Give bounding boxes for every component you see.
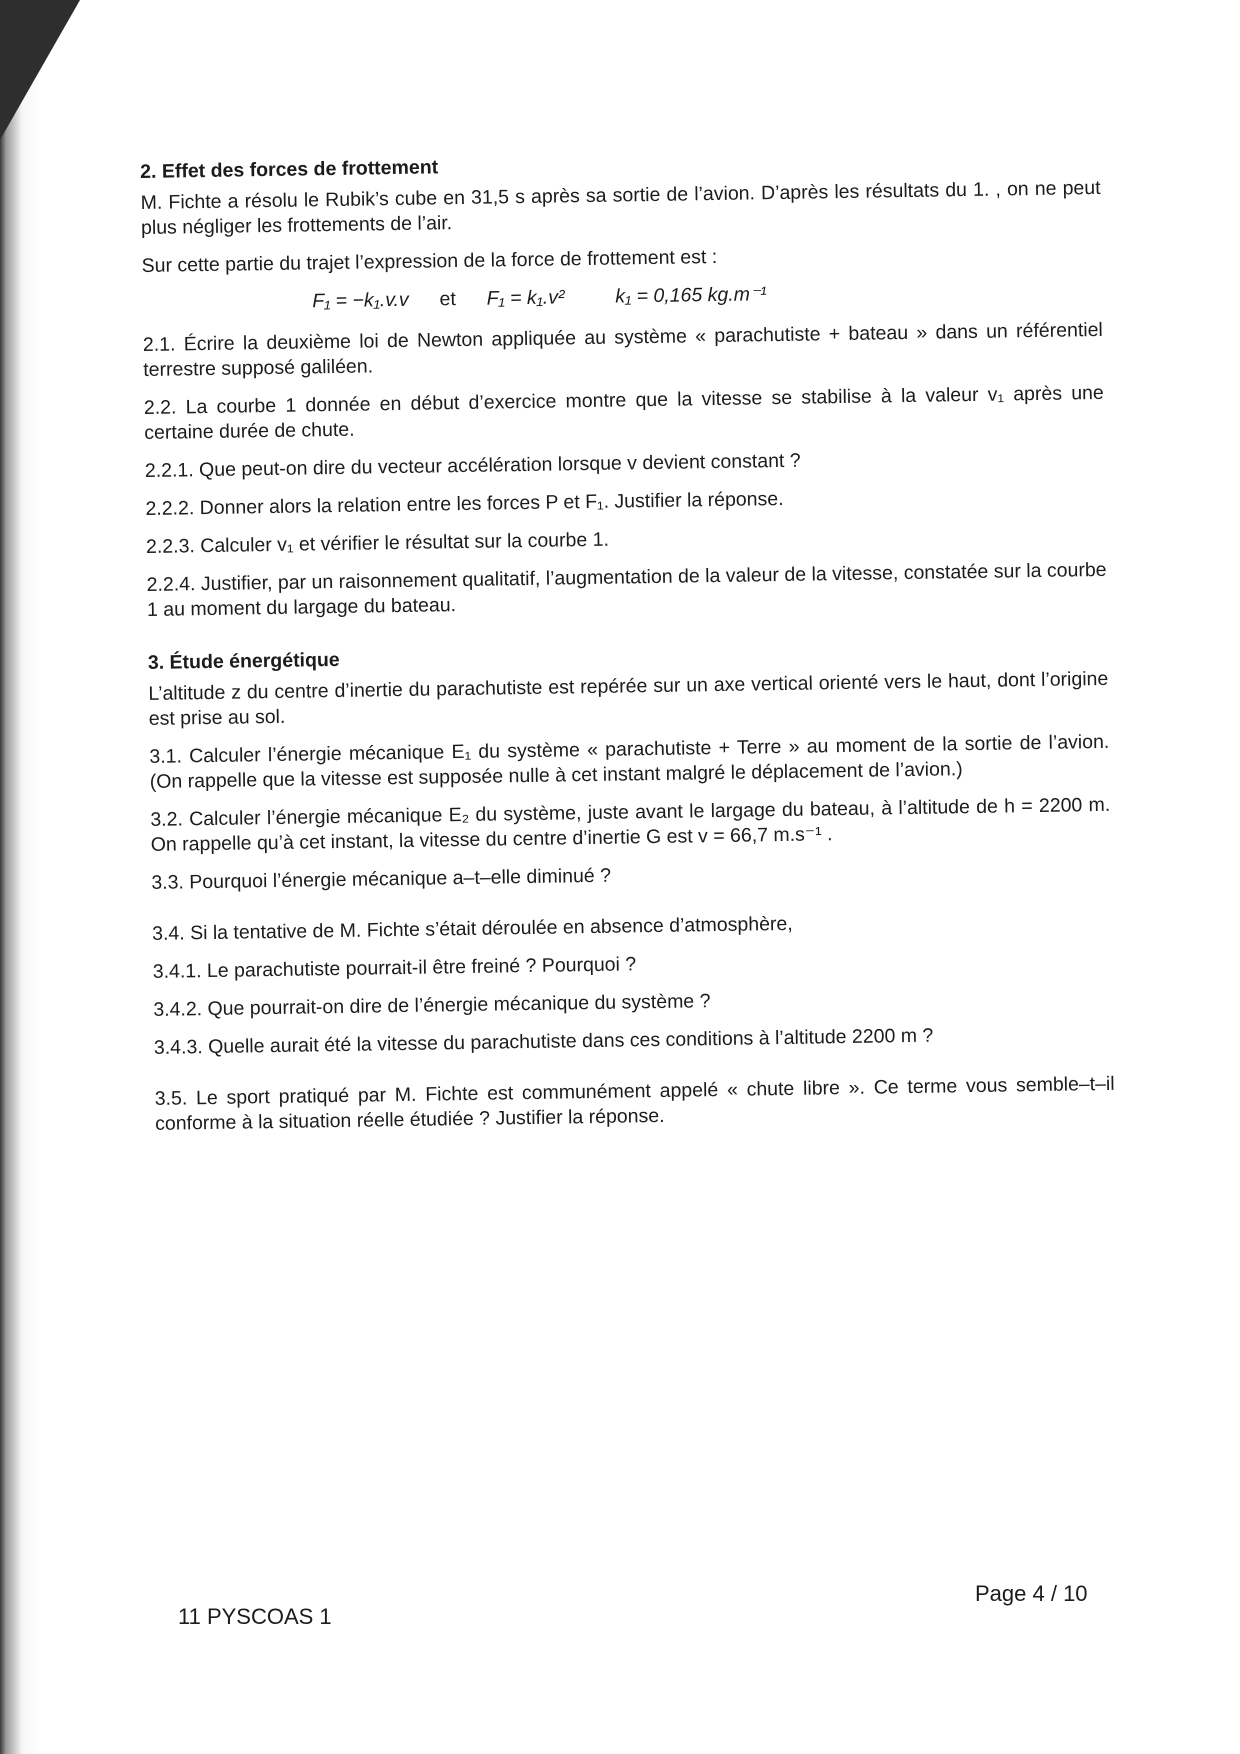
question-2-2-4: 2.2.4. Justifier, par un raisonnement qualitatif, l’augmentation de la valeur de la vitesse, constatée sur la courbe 1 au moment du largage du bateau. [146,558,1107,621]
question-3-5: 3.5. Le sport pratiqué par M. Fichte est communément appelé « chute libre ». Ce terme vous semble–t–il conforme à la situation réelle étudiée ? Justifier la réponse. [154,1072,1115,1135]
question-2-1: 2.1. Écrire la deuxième loi de Newton appliquée au système « parachutiste + bateau » dans un référentiel terrestre supposé galiléen. [142,318,1103,381]
folded-corner [0,0,80,140]
friction-equation [312,277,1102,314]
question-3-2: 3.2. Calculer l’énergie mécanique E₂ du système, juste avant le largage du bateau, à l’altitude de h = 2200 m. On rappelle qu’à cet instant, la vitesse du centre d’inertie G est v = 66,7 m.s⁻¹ . [150,793,1111,856]
question-3-4: 3.4. Si la tentative de M. Fichte s’était déroulée en absence d’atmosphère, [151,912,793,945]
question-2-2: 2.2. La courbe 1 donnée en début d’exercice montre que la vitesse se stabilise à la valeur v₁ après une certaine durée de chute. [143,381,1104,444]
section-2-intro: M. Fichte a résolu le Rubik’s cube en 31,5 s après sa sortie de l’avion. D’après les résultats du 1. , on ne peut plus négliger les frottements de l’air. [140,176,1101,239]
question-3-3: 3.3. Pourquoi l’énergie mécanique a–t–elle diminué ? [151,864,612,894]
equation-norm: F₁ = k₁.v² [486,286,565,310]
exam-code: 11 PYSCOAS 1 [178,1604,332,1629]
question-3-4-1: 3.4.1. Le parachutiste pourrait-il être freiné ? Pourquoi ? [152,953,637,983]
question-2-2-3: 2.2.3. Calculer v₁ et vérifier le résultat sur la courbe 1. [145,528,610,558]
section-3-title: 3. Étude énergétique [147,648,340,674]
document-page [140,145,1115,1150]
question-3-1: 3.1. Calculer l’énergie mécanique E₁ du système « parachutiste + Terre » au moment de la sortie de l’avion. (On rappelle que la vitesse est supposée nulle à cet instant malgré le déplacement de l’avion.) [149,730,1110,793]
friction-expression-intro: Sur cette partie du trajet l’expression de la force de frottement est : [141,245,718,277]
equation-constant: k₁ = 0,165 kg.m⁻¹ [615,283,767,308]
page-number: Page 4 / 10 [975,1581,1088,1606]
question-3-4-2: 3.4.2. Que pourrait-on dire de l’énergie mécanique du système ? [153,990,711,1021]
equation-join: et [439,288,456,311]
question-2-2-2: 2.2.2. Donner alors la relation entre les forces P et F₁. Justifier la réponse. [145,487,784,520]
section-2-title: 2. Effet des forces de frottement [140,156,439,183]
question-3-4-3: 3.4.3. Quelle aurait été la vitesse du parachutiste dans ces conditions à l’altitude 2200 m ? [153,1024,934,1059]
equation-vector: F₁ = −k₁.v.v [312,288,409,313]
question-2-2-1: 2.2.1. Que peut-on dire du vecteur accélération lorsque v devient constant ? [144,449,801,482]
section-3-intro: L’altitude z du centre d’inertie du parachutiste est repérée sur un axe vertical orienté vers le haut, dont l’origine est prise au sol. [148,667,1109,730]
